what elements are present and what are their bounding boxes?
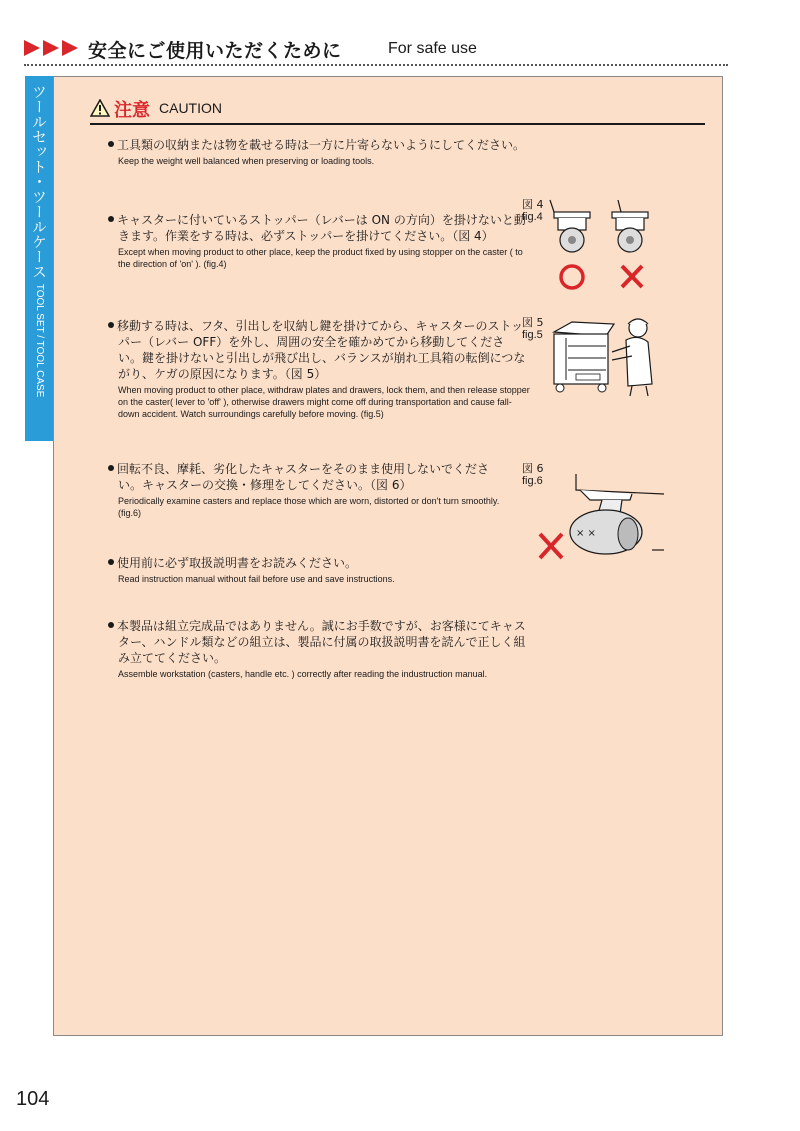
caution-item: [108, 618, 533, 680]
caution-item-en: When moving product to other place, withdraw plates and drawers, lock them, and then release stopper on the caster( lever to 'off' ), otherwise drawers might come off during transportation and cause fall-down accident. Watch surroundings carefully before moving. (fig.5): [118, 385, 530, 419]
figure-4-label: 図 4 fig.4: [522, 198, 544, 223]
header-divider: [24, 64, 728, 66]
caution-item-en: Except when moving product to other place, keep the product fixed by using stopper on the caster ( to the direction of 'on' ). (fig.4): [118, 247, 523, 269]
caster-stopper-on-illustration: [550, 200, 590, 252]
caution-item-jp: 回転不良、摩耗、劣化したキャスターをそのまま使用しないでください。キャスターの交換・修理をしてください。（図 6）: [117, 462, 490, 492]
figure-6-label: 図 6 fig.6: [522, 462, 544, 487]
figure-6-illustration: [536, 470, 664, 566]
caution-item: [108, 555, 533, 585]
caution-item: [108, 461, 508, 519]
header-title-en: For safe use: [388, 40, 477, 57]
side-tab-label-jp: ツールセット・ツールケース: [30, 84, 48, 279]
incorrect-mark-icon: [622, 266, 642, 287]
caster-stopper-off-illustration: [612, 200, 648, 252]
caution-item: [108, 318, 528, 420]
header-arrows-icon: [24, 40, 78, 56]
caution-item-jp: 工具類の収納または物を載せる時は一方に片寄らないようにしてください。: [117, 138, 526, 152]
header-title-jp: 安全にご使用いただくために: [88, 40, 342, 62]
page-header: [24, 36, 728, 64]
caution-item-en: Read instruction manual without fail before use and save instructions.: [118, 574, 395, 584]
tool-cart-illustration: [554, 322, 614, 392]
caution-label-en: CAUTION: [159, 100, 222, 116]
warning-icon: [90, 99, 110, 117]
correct-mark-icon: [561, 266, 583, 288]
caution-item-en: Assemble workstation (casters, handle etc. ) correctly after reading the industruction manual.: [118, 669, 488, 679]
incorrect-mark-icon: [540, 534, 562, 558]
figure-5-illustration: [548, 312, 660, 398]
caution-label-jp: 注意: [114, 100, 150, 121]
caution-rule: [90, 123, 705, 125]
caution-item: [108, 137, 533, 167]
worker-illustration: [612, 319, 652, 396]
caution-item-jp: 本製品は組立完成品ではありません。誠にお手数ですが、お客様にてキャスター、ハンドル類などの組立は、製品に付属の取扱説明書を読んで正しく組み立ててください。: [117, 619, 526, 665]
damaged-caster-illustration: [570, 474, 664, 554]
section-side-tab: [25, 76, 53, 441]
caution-item-jp: 移動する時は、フタ、引出しを収納し鍵を掛けてから、キャスターのストッパー（レバー OFF）を外し、周囲の安全を確かめてから移動してください。鍵を掛けないと引出しが飛び出し、バランスが崩れ工具箱の転倒につながり、ケガの原因になります。（図 5）: [117, 319, 526, 381]
figure-5-label: 図 5 fig.5: [522, 316, 544, 341]
caution-item-jp: 使用前に必ず取扱説明書をお読みください。: [117, 556, 358, 570]
svg-text:× ×: × ×: [576, 528, 596, 539]
caution-item-en: Keep the weight well balanced when preserving or loading tools.: [118, 156, 375, 166]
figure-4-illustration: [548, 198, 658, 293]
page-number: 104: [16, 1088, 50, 1110]
caution-item-en: Periodically examine casters and replace those which are worn, distorted or don't turn smoothly. (fig.6): [118, 496, 500, 518]
caution-item-jp: キャスターに付いているストッパー（レバーは ON の方向）を掛けないと動きます。作業をする時は、必ずストッパーを掛けてください。（図 4）: [117, 213, 526, 243]
caution-heading: [90, 96, 705, 124]
side-tab-label-en: TOOL SET / TOOL CASE: [34, 283, 45, 398]
caution-item: [108, 212, 528, 270]
